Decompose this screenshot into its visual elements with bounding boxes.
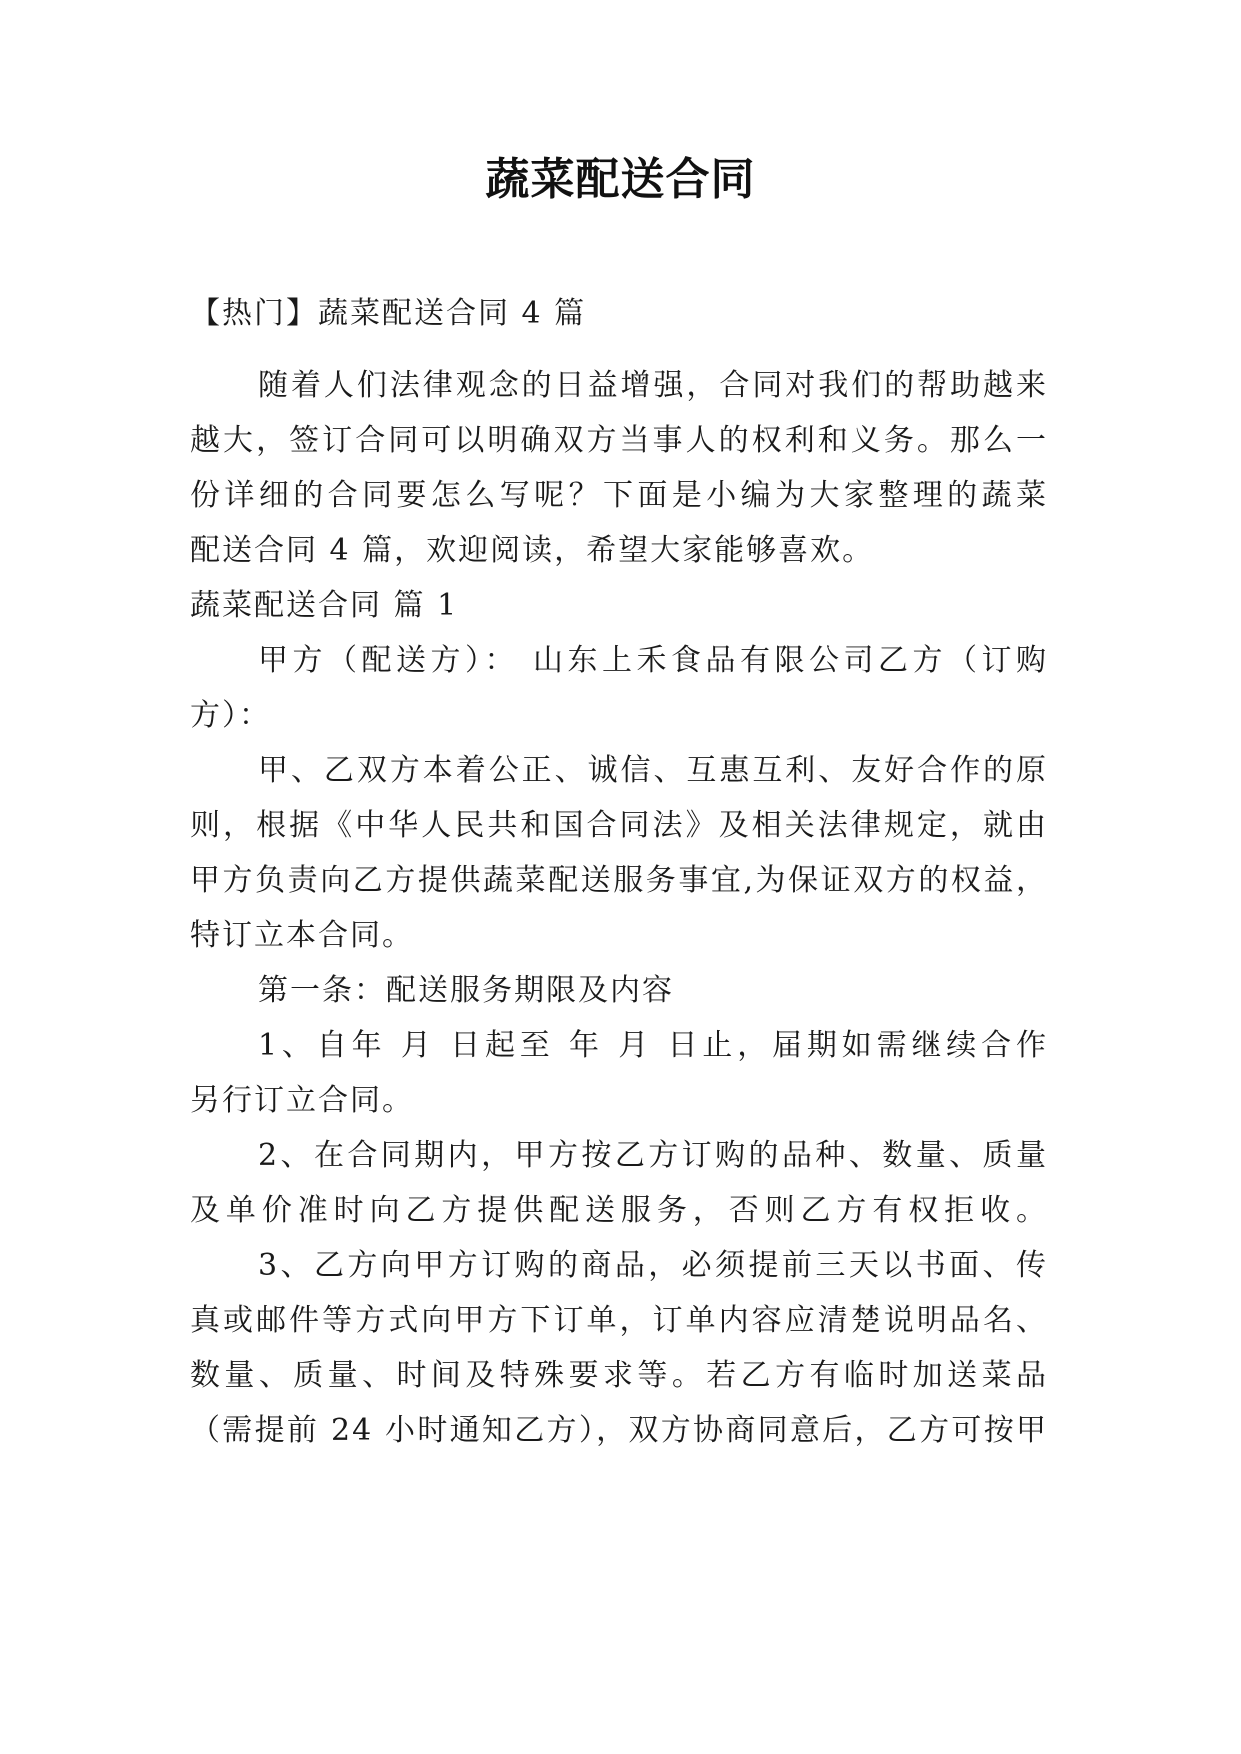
article-heading: 第一条：配送服务期限及内容 (258, 973, 674, 1008)
clause-line: 另行订立合同。 (190, 1083, 414, 1118)
document-title: 蔬菜配送合同 (485, 154, 756, 205)
clause-line: 数量、质量、时间及特殊要求等。若乙方有临时加送菜品 (190, 1358, 1048, 1393)
body-line: 配送合同 4 篇，欢迎阅读，希望大家能够喜欢。 (190, 533, 875, 568)
body-line: 特订立本合同。 (190, 918, 414, 953)
clause-line: （需提前 24 小时通知乙方），双方协商同意后，乙方可按甲 (190, 1413, 1048, 1448)
body-line: 甲方负责向乙方提供蔬菜配送服务事宜,为保证双方的权益， (190, 863, 1048, 898)
body-line: 甲、乙双方本着公正、诚信、互惠互利、友好合作的原 (258, 753, 1048, 788)
body-line: 则，根据《中华人民共和国合同法》及相关法律规定，就由 (190, 808, 1048, 843)
clause-line: 及单价准时向乙方提供配送服务，否则乙方有权拒收。 (190, 1193, 1048, 1228)
party-a-line: 甲方（配送方）： 山东上禾食品有限公司乙方（订购 (258, 643, 1048, 678)
party-b-line: 方）： (190, 698, 271, 733)
document-subtitle: 【热门】蔬菜配送合同 4 篇 (190, 296, 587, 331)
body-line: 份详细的合同要怎么写呢？下面是小编为大家整理的蔬菜 (190, 478, 1048, 513)
clause-line: 真或邮件等方式向甲方下订单，订单内容应清楚说明品名、 (190, 1303, 1048, 1338)
body-line: 越大，签订合同可以明确双方当事人的权利和义务。那么一 (190, 423, 1048, 458)
clause-line: 1、自年 月 日起至 年 月 日止，届期如需继续合作 (258, 1028, 1048, 1063)
section-heading: 蔬菜配送合同 篇 1 (190, 588, 459, 623)
clause-line: 2、在合同期内，甲方按乙方订购的品种、数量、质量 (258, 1138, 1048, 1173)
clause-line: 3、乙方向甲方订购的商品，必须提前三天以书面、传 (258, 1248, 1048, 1283)
body-line: 随着人们法律观念的日益增强，合同对我们的帮助越来 (258, 368, 1048, 403)
